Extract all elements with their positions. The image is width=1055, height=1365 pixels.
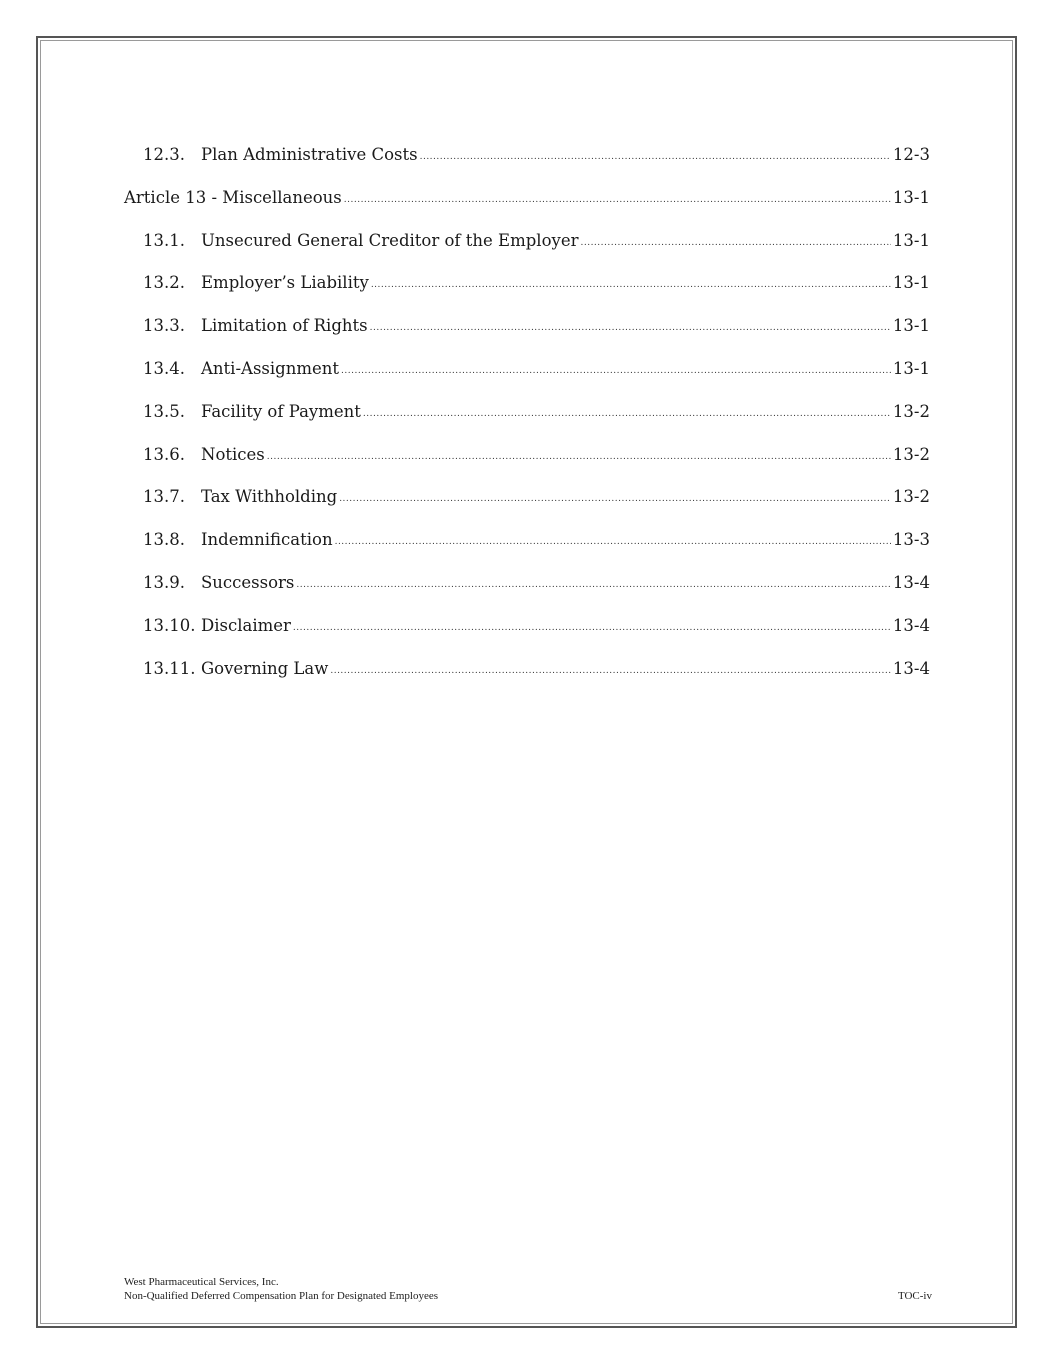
- toc-entry-page: 13-1: [892, 230, 930, 250]
- toc-entry-page: 13-4: [892, 658, 930, 678]
- toc-entry[interactable]: [124, 273, 930, 316]
- toc-entry-number: 13.3.: [143, 316, 185, 336]
- toc-entry-title: Facility of Payment: [201, 401, 361, 421]
- toc-entry-title: Anti-Assignment: [201, 358, 340, 378]
- toc-entry-number: 13.4.: [143, 358, 185, 378]
- toc-entry-page: 13-1: [892, 358, 930, 378]
- toc-entry-number: 13.5.: [143, 401, 185, 421]
- toc-entry-title: Plan Administrative Costs: [201, 145, 418, 164]
- toc-entry-page: 13-4: [892, 615, 930, 635]
- toc-entry[interactable]: [124, 145, 930, 188]
- toc-entry[interactable]: [124, 445, 930, 488]
- toc-entry-number: 13.1.: [143, 230, 185, 250]
- toc-entry-page: 13-2: [892, 487, 930, 507]
- toc-dot-leader: [344, 187, 891, 206]
- toc-entry-number: 13.9.: [143, 572, 185, 592]
- toc-entry-title: Tax Withholding: [201, 487, 338, 507]
- toc-entry-number: 12.3.: [143, 145, 185, 164]
- toc-article-entry[interactable]: [124, 188, 930, 231]
- toc-dot-leader: [420, 144, 891, 163]
- toc-dot-leader: [363, 401, 891, 420]
- table-of-contents: [124, 145, 930, 701]
- toc-entry-number: 13.11.: [143, 658, 196, 678]
- toc-dot-leader: [370, 315, 891, 334]
- toc-dot-leader: [335, 529, 891, 548]
- footer-company: West Pharmaceutical Services, Inc.: [124, 1276, 279, 1288]
- page-footer: [124, 1275, 932, 1303]
- toc-entry[interactable]: [124, 530, 930, 573]
- toc-dot-leader: [339, 486, 891, 505]
- toc-entry[interactable]: [124, 359, 930, 402]
- toc-dot-leader: [296, 572, 891, 591]
- toc-entry[interactable]: [124, 231, 930, 274]
- toc-entry-title: Limitation of Rights: [201, 316, 368, 336]
- toc-dot-leader: [330, 658, 891, 677]
- toc-dot-leader: [341, 358, 891, 377]
- toc-entry-number: 13.8.: [143, 530, 185, 550]
- toc-entry-page: 13-1: [892, 316, 930, 336]
- toc-entry-title: Successors: [201, 572, 295, 592]
- toc-entry[interactable]: [124, 487, 930, 530]
- toc-entry-page: 13-4: [892, 572, 930, 592]
- toc-entry-page: 12-3: [892, 145, 930, 164]
- footer-plan-name: Non-Qualified Deferred Compensation Plan for Designated Employees: [124, 1290, 439, 1302]
- toc-entry[interactable]: [124, 573, 930, 616]
- toc-entry-title: Disclaimer: [201, 615, 291, 635]
- toc-entry-title: Article 13 - Miscellaneous: [124, 187, 342, 207]
- toc-dot-leader: [267, 444, 891, 463]
- toc-entry[interactable]: [124, 402, 930, 445]
- toc-entry-number: 13.6.: [143, 444, 185, 464]
- toc-entry-number: 13.2.: [143, 273, 185, 293]
- toc-dot-leader: [293, 615, 891, 634]
- toc-entry-page: 13-1: [892, 273, 930, 293]
- toc-entry-number: 13.10.: [143, 615, 196, 635]
- toc-entry-page: 13-2: [892, 444, 930, 464]
- toc-dot-leader: [580, 230, 890, 249]
- toc-entry[interactable]: [124, 316, 930, 359]
- toc-dot-leader: [371, 272, 891, 291]
- toc-entry-title: Governing Law: [201, 658, 329, 678]
- toc-entry-title: Employer’s Liability: [201, 273, 369, 293]
- toc-entry-page: 13-2: [892, 401, 930, 421]
- toc-entry-number: 13.7.: [143, 487, 185, 507]
- toc-entry-title: Notices: [201, 444, 265, 464]
- toc-entry[interactable]: [124, 659, 930, 702]
- toc-entry-page: 13-1: [892, 187, 930, 207]
- footer-page-label: TOC-iv: [897, 1290, 932, 1302]
- toc-entry-page: 13-3: [892, 530, 930, 550]
- toc-entry[interactable]: [124, 616, 930, 659]
- toc-entry-title: Indemnification: [201, 530, 333, 550]
- toc-entry-title: Unsecured General Creditor of the Employer: [201, 230, 579, 250]
